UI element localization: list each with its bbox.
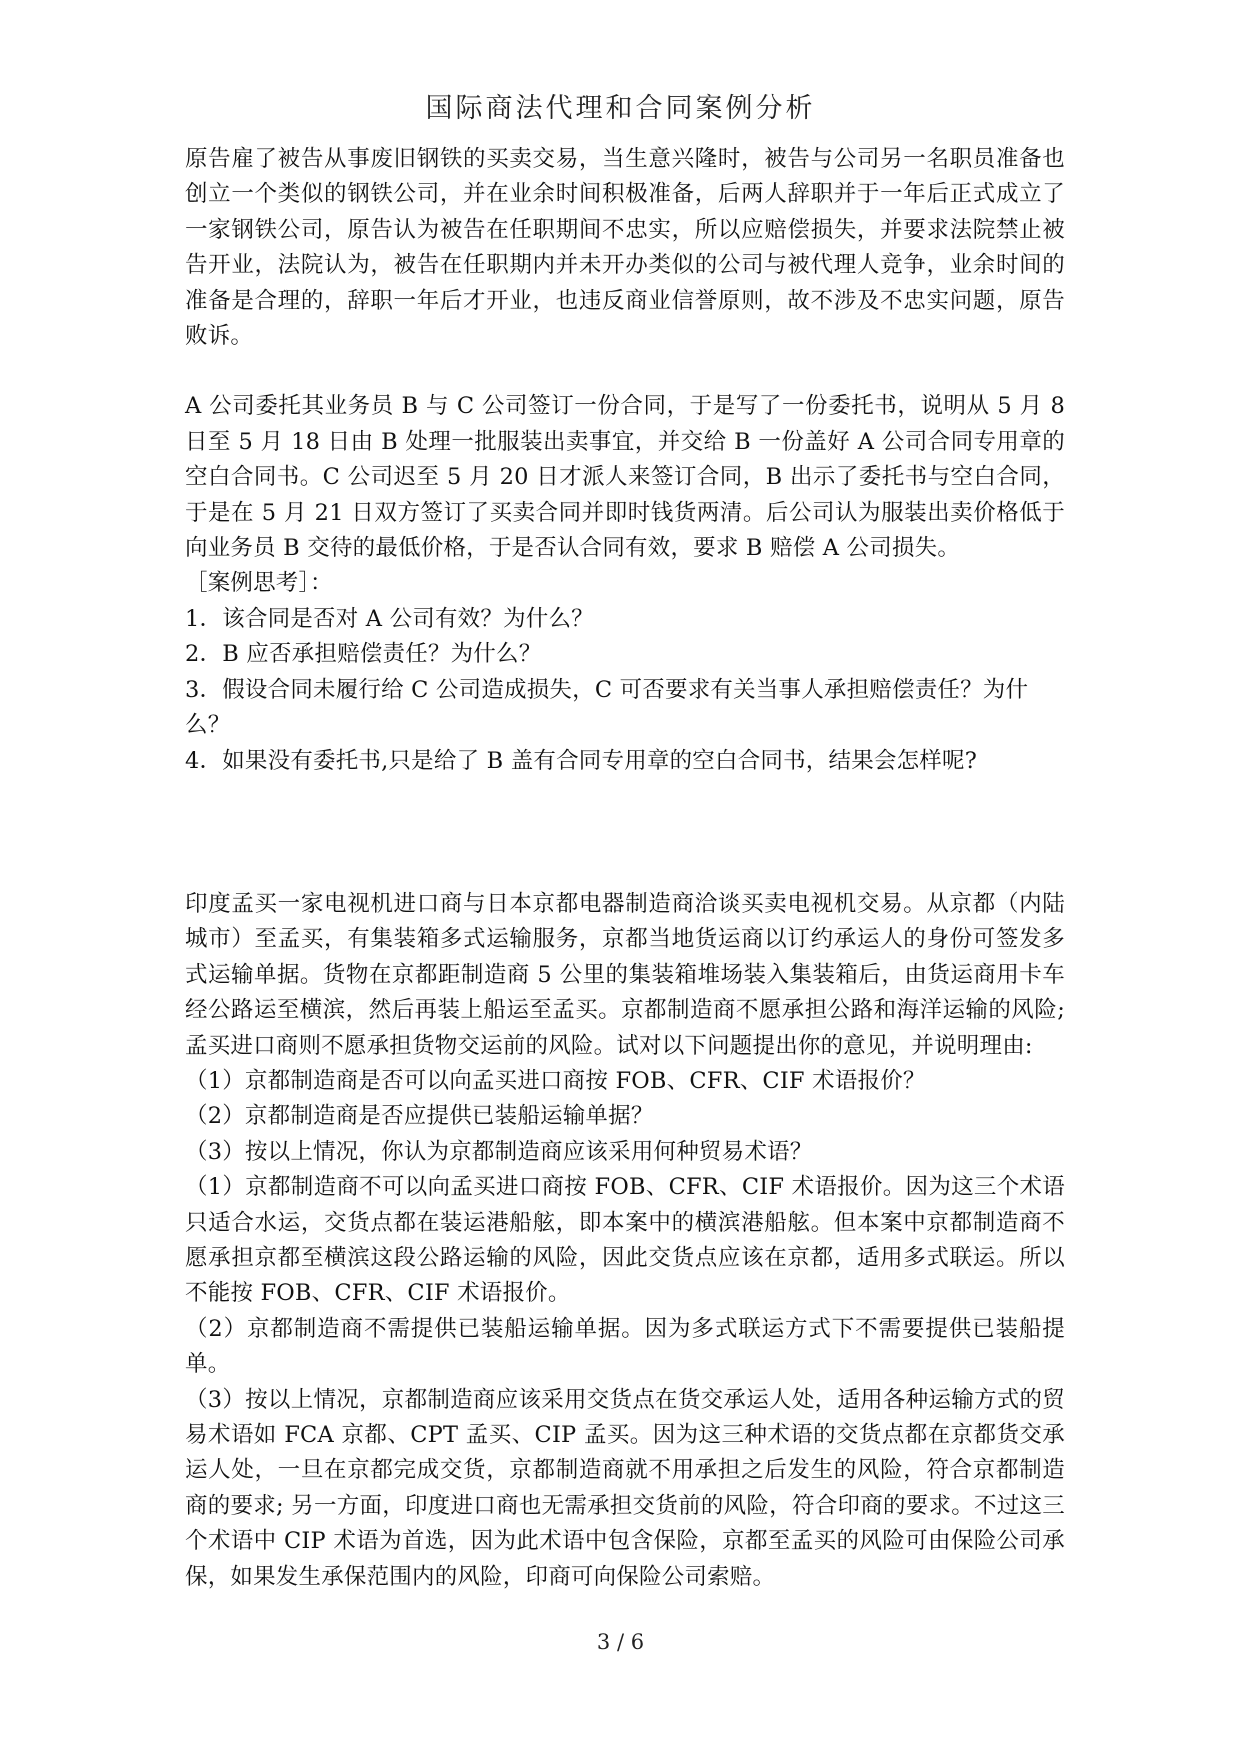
case2-paragraph: A 公司委托其业务员 B 与 C 公司签订一份合同，于是写了一份委托书，说明从 5 月 8 日至 5 月 18 日由 B 处理一批服装出卖事宜，并交给 B 一份盖好 A 公司合同专用章的空白合同书。C 公司迟至 5 月 20 日才派人来签订合同，B 出示了委托书与空白合同，于是在 5 月 21 日双方签订了买卖合同并即时钱货两清。后公司认为服装出卖价格低于向业务员 B 交待的最低价格，于是否认合同有效，要求 B 赔偿 A 公司损失。 (185, 393, 1065, 562)
page-number: 3 / 6 (596, 1630, 645, 1654)
case3-answer-1: （1）京都制造商不可以向孟买进口商按 FOB、CFR、CIF 术语报价。因为这三个术语只适合水运，交货点都在装运港船舷，即本案中的横滨港船舷。但本案中京都制造商不愿承担京都至横滨这段公路运输的风险，因此交货点应该在京都，适用多式联运。所以不能按 FOB、CFR、CIF 术语报价。 (185, 1174, 1065, 1307)
case3-answer-2: （2）京都制造商不需提供已装船运输单据。因为多式联运方式下不需要提供已装船提单。 (185, 1315, 1065, 1378)
page-header-title: 国际商法代理和合同案例分析 (425, 93, 816, 124)
case2-question-2: 2．B 应否承担赔偿责任？为什么？ (185, 641, 542, 668)
spacer (185, 779, 1065, 887)
case2-question-3: 3．假设合同未履行给 C 公司造成损失，C 可否要求有关当事人承担赔偿责任？为什么？ (185, 676, 1029, 739)
spacer (185, 354, 1065, 389)
case3-question-3: （3）按以上情况，你认为京都制造商应该采用何种贸易术语？ (185, 1138, 813, 1165)
case3-question-1: （1）京都制造商是否可以向孟买进口商按 FOB、CFR、CIF 术语报价？ (185, 1067, 926, 1094)
case2-question-1: 1．该合同是否对 A 公司有效？为什么？ (185, 605, 594, 632)
case3-paragraph: 印度孟买一家电视机进口商与日本京都电器制造商洽谈买卖电视机交易。从京都（内陆城市）至孟买，有集装箱多式运输服务，京都当地货运商以订约承运人的身份可签发多式运输单据。货物在京都距制造商 5 公里的集装箱堆场装入集装箱后，由货运商用卡车经公路运至横滨，然后再装上船运至孟买。京都制造商不愿承担公路和海洋运输的风险; 孟买进口商则不愿承担货物交运前的风险。试对以下问题提出你的意见，并说明理由: (185, 890, 1065, 1059)
case2-heading: ［案例思考］： (185, 570, 333, 597)
case3-question-2: （2）京都制造商是否应提供已装船运输单据？ (185, 1103, 654, 1130)
case2-question-4: 4．如果没有委托书,只是给了 B 盖有合同专用章的空白合同书，结果会怎样呢? (185, 747, 977, 774)
case1-paragraph: 原告雇了被告从事废旧钢铁的买卖交易，当生意兴隆时，被告与公司另一名职员准备也创立一个类似的钢铁公司，并在业余时间积极准备，后两人辞职并于一年后正式成立了一家钢铁公司，原告认为被告在任职期间不忠实，所以应赔偿损失，并要求法院禁止被告开业，法院认为，被告在任职期内并未开办类似的公司与被代理人竞争，业余时间的准备是合理的，辞职一年后才开业，也违反商业信誉原则，故不涉及不忠实问题，原告败诉。 (185, 146, 1065, 350)
case3-answer-3: （3）按以上情况，京都制造商应该采用交货点在货交承运人处，适用各种运输方式的贸易术语如 FCA 京都、CPT 孟买、CIP 孟买。因为这三种术语的交货点都在京都货交承运人处，一旦在京都完成交货，京都制造商就不用承担之后发生的风险，符合京都制造商的要求; 另一方面，印度进口商也无需承担交货前的风险，符合印商的要求。不过这三个术语中 CIP 术语为首选，因为此术语中包含保险，京都至孟买的风险可由保险公司承保，如果发生承保范围内的风险，印商可向保险公司索赔。 (185, 1386, 1065, 1590)
document-body (185, 142, 1065, 1595)
